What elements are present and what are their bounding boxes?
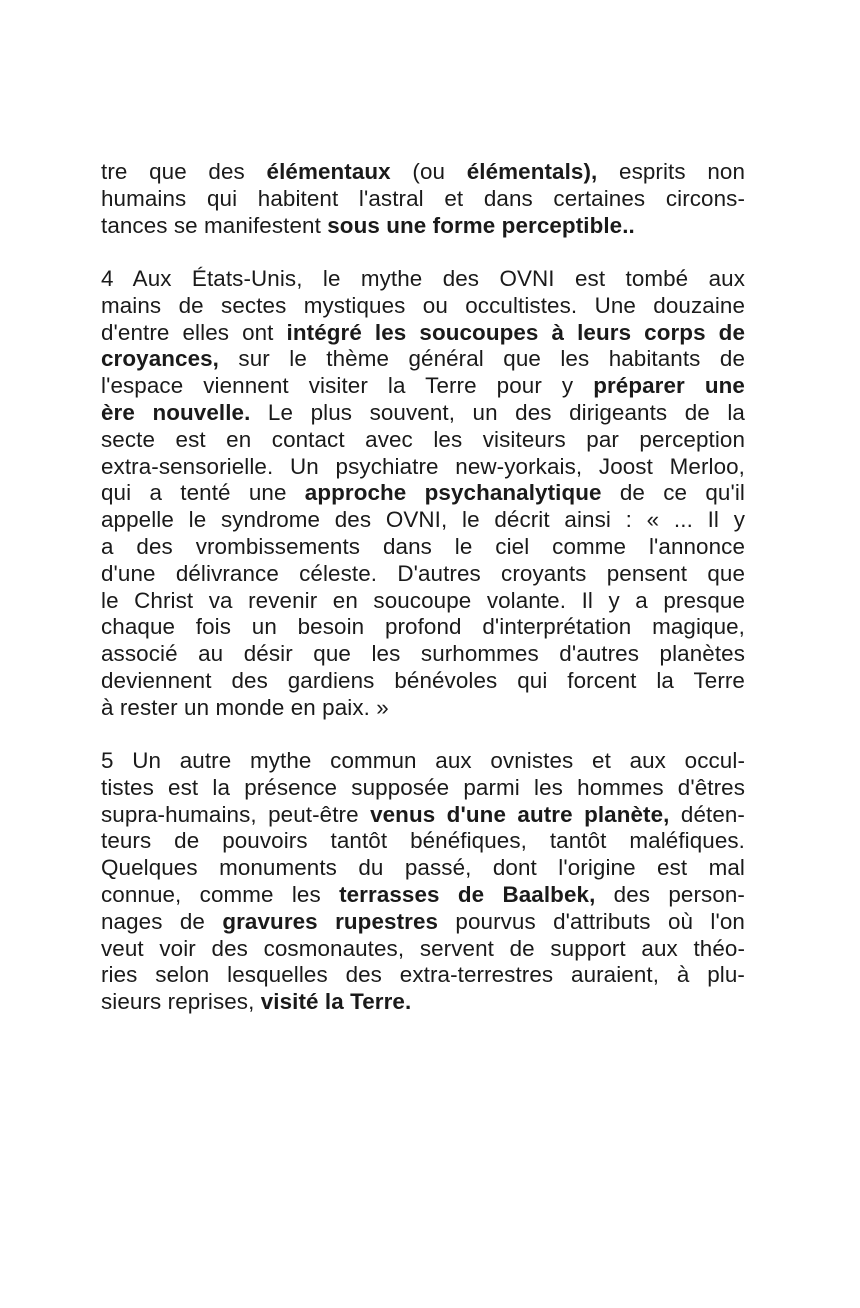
text-run: pourvus d'attributs où l'on (438, 908, 745, 934)
text-line (101, 266, 745, 293)
text-run: tances se manifestent (101, 212, 328, 238)
text-run: Quelques monuments du passé, dont l'origine est mal (101, 855, 745, 881)
emphasis-text: sous une forme perceptible.. (327, 212, 635, 238)
text-run: des person- (595, 881, 745, 907)
text-run: de ce qu'il (601, 480, 745, 506)
text-line (101, 507, 745, 534)
text-line (101, 346, 745, 373)
text-line (101, 186, 745, 213)
text-line (101, 936, 745, 963)
emphasis-text: visité la Terre. (260, 989, 412, 1015)
text-run: connue, comme les (101, 881, 340, 907)
emphasis-text: croyances, (101, 346, 220, 372)
emphasis-text: élémentaux (266, 159, 391, 184)
text-run: humains qui habitent l'astral et dans certaines circons- (101, 185, 745, 211)
text-run: 5 Un autre mythe commun aux ovnistes et aux occul- (101, 748, 745, 773)
text-run: secte est en contact avec les visiteurs par perception (101, 426, 745, 452)
text-line (101, 909, 745, 936)
text-run: esprits non (597, 159, 746, 184)
text-line (101, 293, 745, 320)
text-run: d'une délivrance céleste. D'autres croyants pensent que (101, 560, 745, 586)
text-run: nages de (101, 908, 223, 934)
text-run: extra-sensorielle. Un psychiatre new-yorkais, Joost Merloo, (101, 453, 745, 479)
emphasis-text: intégré les soucoupes à leurs corps de (286, 319, 745, 345)
emphasis-text: gravures rupestres (222, 908, 439, 934)
text-line (101, 855, 745, 882)
text-line (101, 480, 745, 507)
text-line (101, 561, 745, 588)
text-line (101, 668, 745, 695)
text-line (101, 373, 745, 400)
text-line (101, 454, 745, 481)
paragraph-note-5 (101, 748, 745, 1016)
text-run: deviennent des gardiens bénévoles qui forcent la Terre (101, 667, 745, 693)
text-line (101, 159, 745, 186)
emphasis-text: terrasses de Baalbek, (339, 881, 596, 907)
text-run: tistes est la présence supposée parmi les hommes d'êtres (101, 774, 745, 800)
text-line (101, 748, 745, 775)
text-line (101, 427, 745, 454)
text-run: (ou (390, 159, 467, 184)
emphasis-text: venus d'une autre planète, (370, 801, 670, 827)
text-run: déten- (669, 801, 745, 827)
text-line (101, 989, 745, 1016)
text-run: l'espace viennent visiter la Terre pour y (101, 373, 594, 399)
emphasis-text: approche psychanalytique (304, 480, 602, 506)
text-run: le Christ va revenir en soucoupe volante. Il y a presque (101, 587, 745, 613)
text-line (101, 213, 745, 240)
text-run: sur le thème général que les habitants de (219, 346, 745, 372)
text-line (101, 614, 745, 641)
text-run: qui a tenté une (101, 480, 305, 506)
text-line (101, 400, 745, 427)
text-line (101, 695, 745, 722)
text-line (101, 882, 745, 909)
text-line (101, 534, 745, 561)
text-line (101, 320, 745, 347)
text-run: d'entre elles ont (101, 319, 287, 345)
text-run: teurs de pouvoirs tantôt bénéfiques, tantôt maléfiques. (101, 828, 745, 854)
text-line (101, 588, 745, 615)
paragraph-note-4 (101, 266, 745, 722)
text-run: a des vrombissements dans le ciel comme l'annonce (101, 533, 745, 559)
text-run: Le plus souvent, un des dirigeants de la (250, 399, 745, 425)
text-run: sieurs reprises, (101, 989, 261, 1015)
text-run: tre que des (101, 159, 267, 184)
emphasis-text: ère nouvelle. (101, 399, 251, 425)
paragraph-continuation (101, 159, 745, 239)
text-line (101, 802, 745, 829)
text-run: appelle le syndrome des OVNI, le décrit ainsi : « ... Il y (101, 507, 745, 533)
text-run: ries selon lesquelles des extra-terrestres auraient, à plu- (101, 962, 745, 988)
text-run: supra-humains, peut-être (101, 801, 371, 827)
text-line (101, 962, 745, 989)
emphasis-text: élémentals), (466, 159, 598, 184)
text-run: 4 Aux États-Unis, le mythe des OVNI est tombé aux (101, 266, 745, 291)
emphasis-text: préparer une (593, 373, 745, 399)
text-run: veut voir des cosmonautes, servent de support aux théo- (101, 935, 745, 961)
text-line (101, 641, 745, 668)
text-line (101, 828, 745, 855)
text-run: chaque fois un besoin profond d'interprétation magique, (101, 614, 745, 640)
text-run: mains de sectes mystiques ou occultistes. Une douzaine (101, 292, 745, 318)
text-line (101, 775, 745, 802)
text-run: associé au désir que les surhommes d'autres planètes (101, 641, 745, 667)
text-run: à rester un monde en paix. » (101, 694, 389, 720)
